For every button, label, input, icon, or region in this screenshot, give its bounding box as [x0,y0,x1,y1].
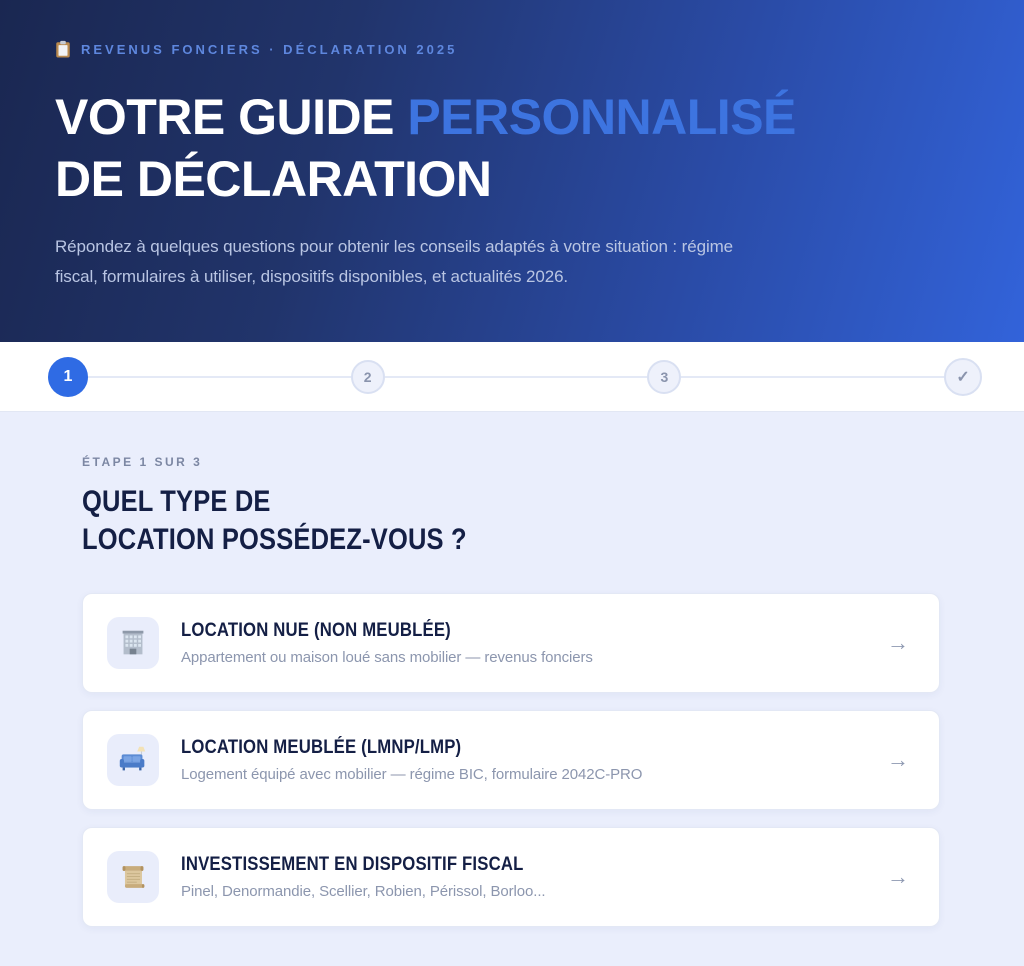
arrow-right-icon: → [887,864,909,889]
option-text [181,620,865,666]
eyebrow-label: REVENUS FONCIERS · DÉCLARATION 2025 [81,41,458,57]
option-description: Appartement ou maison loué sans mobilier — revenus fonciers [181,649,593,666]
progress-connector [88,376,351,378]
step-indicator: ÉTAPE 1 SUR 3 [82,455,203,469]
hero-header [0,0,1024,342]
progress-step-1[interactable] [48,357,88,397]
progress-bar [0,342,1024,412]
title-line-2: DE DÉCLARATION [55,151,492,207]
wizard-content [0,412,1024,927]
progress-step-complete[interactable] [944,358,982,396]
progress-step-2-label: 2 [363,368,372,385]
office-building-icon [107,617,159,669]
option-title: LOCATION MEUBLÉE (LMNP/LMP) [181,737,462,758]
arrow-right-icon: → [887,630,909,655]
option-card-location-nue[interactable] [82,593,940,693]
option-card-location-meublee[interactable] [82,710,940,810]
question-line-1: QUEL TYPE DE [82,485,271,518]
checkmark-icon: ✓ [956,368,970,386]
question-title [82,483,940,559]
progress-connector [385,376,648,378]
progress-step-3[interactable] [647,360,681,394]
option-card-dispositif-fiscal[interactable] [82,827,940,927]
progress-step-2[interactable] [351,360,385,394]
option-title: LOCATION NUE (NON MEUBLÉE) [181,620,451,641]
question-line-2: LOCATION POSSÉDEZ-VOUS ? [82,523,467,556]
hero-subtitle: Répondez à quelques questions pour obtenir les conseils adaptés à votre situation : régime fiscal, formulaires à utiliser, dispositifs disponibles, et actualités 2026. [55,237,734,286]
breadcrumb [55,40,969,58]
option-description: Pinel, Denormandie, Scellier, Robien, Périssol, Borloo... [181,883,546,900]
progress-step-1-label: 1 [63,367,73,385]
clipboard-icon [55,40,71,58]
option-list [82,593,940,927]
page-title [55,86,969,210]
option-title: INVESTISSEMENT EN DISPOSITIF FISCAL [181,854,524,875]
option-text [181,854,865,900]
title-accent-part: PERSONNALISÉ [407,89,796,145]
progress-step-3-label: 3 [660,368,669,385]
couch-lamp-icon [107,734,159,786]
option-text [181,737,865,783]
progress-connector [681,376,944,378]
arrow-right-icon: → [887,747,909,772]
scroll-icon [107,851,159,903]
title-white-part: VOTRE GUIDE [55,89,394,145]
option-description: Logement équipé avec mobilier — régime BIC, formulaire 2042C-PRO [181,766,643,783]
